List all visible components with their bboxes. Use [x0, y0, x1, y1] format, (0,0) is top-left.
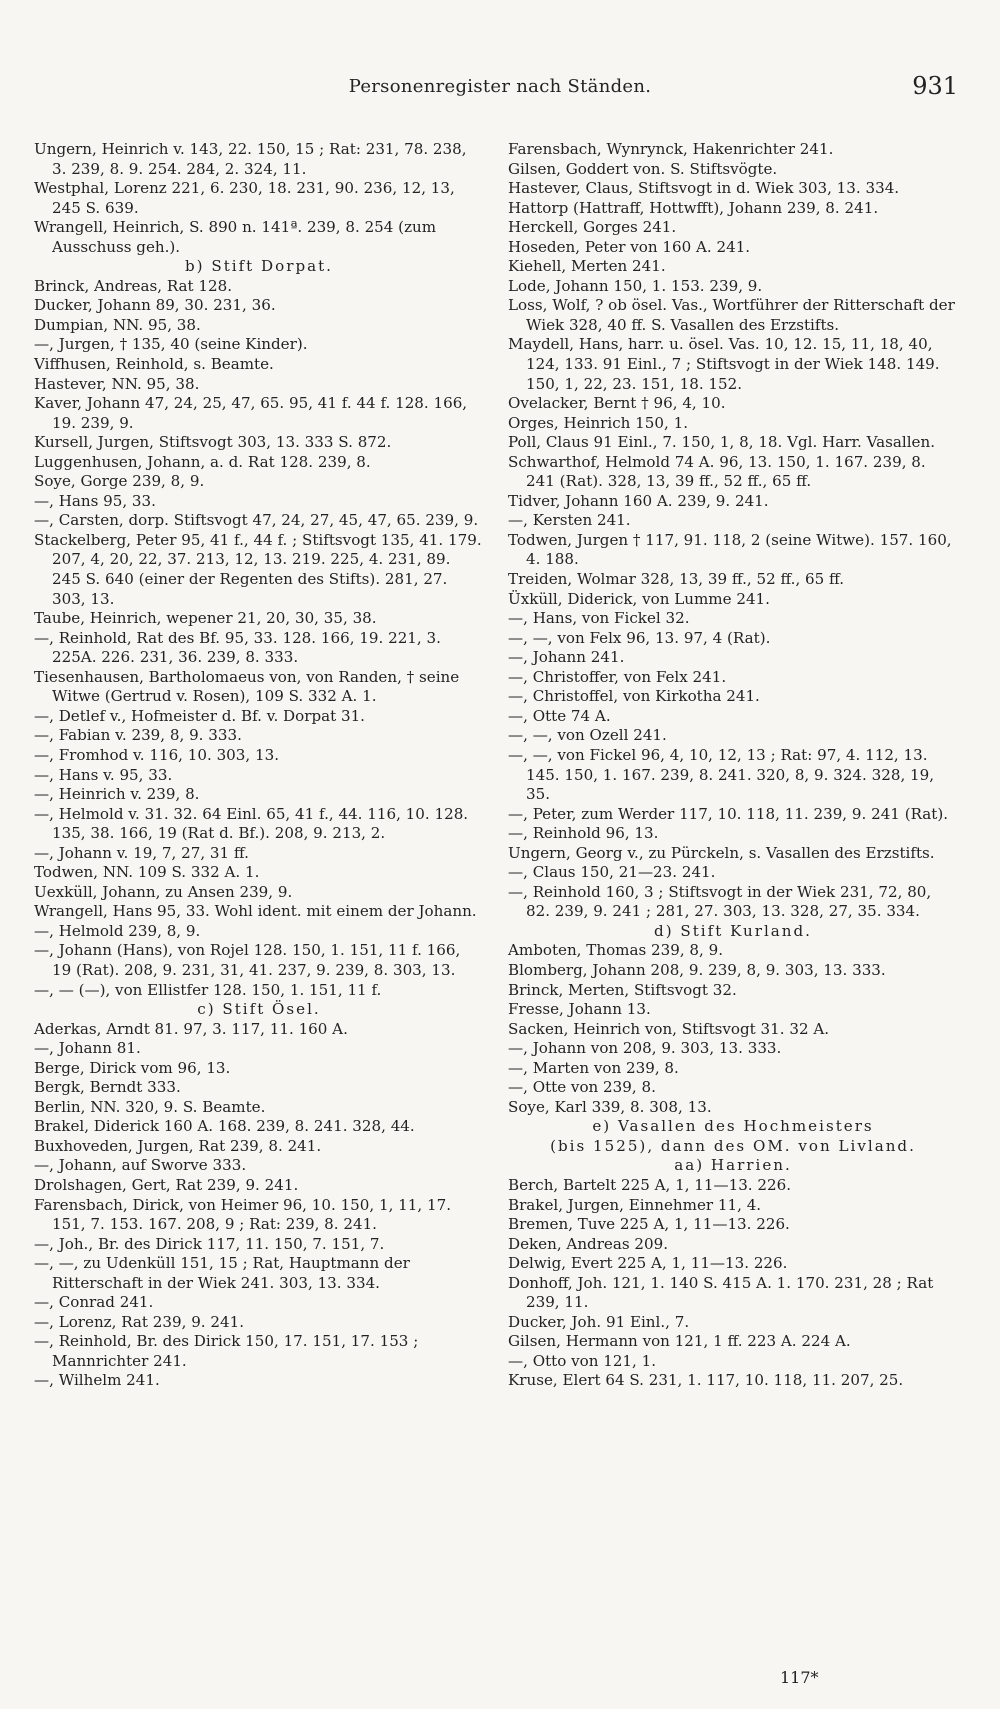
- index-entry: Brinck, Merten, Stiftsvogt 32.: [508, 980, 737, 999]
- index-entry: —, Helmold 239, 8, 9.: [34, 921, 201, 940]
- index-entry: Gilsen, Hermann von 121, 1 ff. 223 A. 224 A.: [508, 1332, 851, 1351]
- index-entry: Üxküll, Diderick, von Lumme 241.: [508, 589, 770, 608]
- left-column: [34, 140, 487, 1391]
- index-entry: Wrangell, Hans 95, 33. Wohl ident. mit einem der Johann.: [34, 902, 477, 921]
- index-entry: Luggenhusen, Johann, a. d. Rat 128. 239, 8.: [34, 452, 371, 471]
- index-entry: —, Helmold v. 31. 32. 64 Einl. 65, 41 f., 44. 116, 10. 128. 135, 38. 166, 19 (Rat d. Bf.). 208, 9. 213, 2.: [34, 804, 473, 843]
- index-entry: —, Marten von 239, 8.: [508, 1058, 679, 1077]
- index-entry: Schwarthof, Helmold 74 A. 96, 13. 150, 1. 167. 239, 8. 241 (Rat). 328, 13, 39 ff., 52 ff., 65 ff.: [508, 452, 931, 491]
- section-heading: (bis 1525), dann des OM. von Livland.: [550, 1136, 916, 1155]
- index-entry: Sacken, Heinrich von, Stiftsvogt 31. 32 A.: [508, 1019, 830, 1038]
- index-entry: Uexküll, Johann, zu Ansen 239, 9.: [34, 882, 293, 901]
- index-entry: Berlin, NN. 320, 9. S. Beamte.: [34, 1097, 266, 1116]
- signature-mark: 117*: [780, 1668, 819, 1687]
- index-entry: Tiesenhausen, Bartholomaeus von, von Randen, † seine Witwe (Gertrud v. Rosen), 109 S. 332 A. 1.: [34, 667, 464, 706]
- section-heading: d) Stift Kurland.: [654, 921, 812, 940]
- index-entry: Gilsen, Goddert von. S. Stiftsvögte.: [508, 159, 778, 178]
- index-entry: Soye, Gorge 239, 8, 9.: [34, 472, 205, 491]
- page-header: [0, 72, 1000, 106]
- index-entry: —, Johann 81.: [34, 1039, 141, 1058]
- index-entry: Orges, Heinrich 150, 1.: [508, 413, 688, 432]
- index-entry: Ungern, Georg v., zu Pürckeln, s. Vasallen des Erzstifts.: [508, 843, 935, 862]
- index-entry: —, Heinrich v. 239, 8.: [34, 785, 200, 804]
- index-entry: —, Reinhold 96, 13.: [508, 824, 659, 843]
- index-entry: Todwen, NN. 109 S. 332 A. 1.: [34, 863, 260, 882]
- section-heading: b) Stift Dorpat.: [185, 257, 333, 276]
- index-entry: Brinck, Andreas, Rat 128.: [34, 276, 233, 295]
- index-entry: —, Lorenz, Rat 239, 9. 241.: [34, 1312, 245, 1331]
- index-entry: Kiehell, Merten 241.: [508, 257, 666, 276]
- index-entry: Farensbach, Dirick, von Heimer 96, 10. 150, 1, 11, 17. 151, 7. 153. 167. 208, 9 ; Rat: 239, 8. 241.: [34, 1195, 456, 1234]
- index-entry: —, —, von Fickel 96, 4, 10, 12, 13 ; Rat: 97, 4. 112, 13. 145. 150, 1. 167. 239, 8. 241. 320, 8, 9. 324. 328, 19, 35.: [508, 745, 939, 804]
- section-heading: e) Vasallen des Hochmeisters: [592, 1117, 874, 1136]
- index-entry: Kruse, Elert 64 S. 231, 1. 117, 10. 118, 11. 207, 25.: [508, 1371, 904, 1390]
- index-entry: —, Kersten 241.: [508, 511, 631, 530]
- index-entry: Hattorp (Hattraff, Hottwfft), Johann 239, 8. 241.: [508, 198, 879, 217]
- index-entry: —, Hans, von Fickel 32.: [508, 609, 690, 628]
- index-entry: —, Jurgen, † 135, 40 (seine Kinder).: [34, 335, 308, 354]
- index-entry: Bremen, Tuve 225 A, 1, 11—13. 226.: [508, 1215, 790, 1234]
- index-entry: Maydell, Hans, harr. u. ösel. Vas. 10, 12. 15, 11, 18, 40, 124, 133. 91 Einl., 7 ; Stiftsvogt in der Wiek 148. 149. 150, 1, 22, 23. 151, 18. 152.: [508, 335, 945, 393]
- index-entry: Buxhoveden, Jurgen, Rat 239, 8. 241.: [34, 1136, 322, 1155]
- right-column: [508, 140, 958, 1391]
- index-entry: Delwig, Evert 225 A, 1, 11—13. 226.: [508, 1254, 788, 1273]
- index-entry: Donhoff, Joh. 121, 1. 140 S. 415 A. 1. 170. 231, 28 ; Rat 239, 11.: [508, 1273, 939, 1312]
- index-entry: —, Johann (Hans), von Rojel 128. 150, 1. 151, 11 f. 166, 19 (Rat). 208, 9. 231, 31, 41. 237, 9. 239, 8. 303, 13.: [34, 941, 466, 979]
- index-entry: Drolshagen, Gert, Rat 239, 9. 241.: [34, 1175, 299, 1194]
- index-entry: Lode, Johann 150, 1. 153. 239, 9.: [508, 276, 763, 295]
- index-entry: Hoseden, Peter von 160 A. 241.: [508, 237, 751, 256]
- index-entry: Taube, Heinrich, wepener 21, 20, 30, 35, 38.: [34, 609, 377, 628]
- index-entry: Ungern, Heinrich v. 143, 22. 150, 15 ; Rat: 231, 78. 238, 3. 239, 8. 9. 254. 284, 2. 324, 11.: [34, 140, 472, 178]
- index-entry: —, Hans 95, 33.: [34, 491, 156, 510]
- index-entry: Soye, Karl 339, 8. 308, 13.: [508, 1097, 712, 1116]
- index-entry: —, — (—), von Ellistfer 128. 150, 1. 151, 11 f.: [34, 980, 382, 999]
- index-entry: —, Claus 150, 21—23. 241.: [508, 863, 716, 882]
- index-entry: —, Reinhold, Rat des Bf. 95, 33. 128. 166, 19. 221, 3. 225A. 226. 231, 36. 239, 8. 333.: [34, 628, 446, 667]
- index-entry: Stackelberg, Peter 95, 41 f., 44 f. ; Stiftsvogt 135, 41. 179. 207, 4, 20, 22, 37. 213, 12, 13. 219. 225, 4. 231, 89. 245 S. 640 (einer der Regenten des Stifts). 281, 27. 303, 13.: [34, 530, 487, 608]
- index-entry: Fresse, Johann 13.: [508, 1000, 651, 1019]
- index-entry: Bergk, Berndt 333.: [34, 1078, 181, 1097]
- index-entry: —, Johann von 208, 9. 303, 13. 333.: [508, 1039, 782, 1058]
- index-entry: Kursell, Jurgen, Stiftsvogt 303, 13. 333 S. 872.: [34, 433, 392, 452]
- index-entry: —, Otte 74 A.: [508, 706, 611, 725]
- index-entry: Westphal, Lorenz 221, 6. 230, 18. 231, 90. 236, 12, 13, 245 S. 639.: [34, 179, 460, 217]
- index-entry: Viffhusen, Reinhold, s. Beamte.: [34, 355, 274, 374]
- index-entry: Hastever, Claus, Stiftsvogt in d. Wiek 303, 13. 334.: [508, 179, 900, 198]
- section-heading: c) Stift Ösel.: [197, 1000, 321, 1019]
- index-entry: —, Christoffer, von Felx 241.: [508, 667, 727, 686]
- index-entry: Ovelacker, Bernt † 96, 4, 10.: [508, 394, 726, 413]
- index-entry: —, Conrad 241.: [34, 1293, 154, 1312]
- running-head: Personenregister nach Ständen.: [348, 76, 652, 97]
- index-entry: Tidver, Johann 160 A. 239, 9. 241.: [508, 491, 769, 510]
- index-entry: —, Christoffel, von Kirkotha 241.: [508, 687, 760, 706]
- index-entry: Ducker, Joh. 91 Einl., 7.: [508, 1312, 690, 1331]
- index-entry: Poll, Claus 91 Einl., 7. 150, 1, 8, 18. Vgl. Harr. Vasallen.: [508, 433, 935, 452]
- index-entry: —, Johann v. 19, 7, 27, 31 ff.: [34, 843, 249, 862]
- index-entry: —, Hans v. 95, 33.: [34, 765, 173, 784]
- index-entry: Hastever, NN. 95, 38.: [34, 374, 200, 393]
- index-entry: Brakel, Jurgen, Einnehmer 11, 4.: [508, 1195, 762, 1214]
- index-entry: —, Reinhold, Br. des Dirick 150, 17. 151, 17. 153 ; Mannrichter 241.: [34, 1332, 424, 1370]
- index-entry: —, —, von Felx 96, 13. 97, 4 (Rat).: [508, 628, 771, 647]
- index-entry: Aderkas, Arndt 81. 97, 3. 117, 11. 160 A.: [34, 1019, 348, 1038]
- index-entry: Todwen, Jurgen † 117, 91. 118, 2 (seine Witwe). 157. 160, 4. 188.: [508, 530, 957, 569]
- index-entry: —, Johann 241.: [508, 648, 625, 667]
- index-entry: Berge, Dirick vom 96, 13.: [34, 1058, 231, 1077]
- index-entry: Berch, Bartelt 225 A, 1, 11—13. 226.: [508, 1175, 792, 1194]
- index-entry: Treiden, Wolmar 328, 13, 39 ff., 52 ff., 65 ff.: [508, 570, 845, 589]
- index-entry: Farensbach, Wynrynck, Hakenrichter 241.: [508, 140, 834, 158]
- index-entry: Blomberg, Johann 208, 9. 239, 8, 9. 303, 13. 333.: [508, 960, 886, 979]
- index-entry: Deken, Andreas 209.: [508, 1234, 669, 1253]
- index-entry: —, Fromhod v. 116, 10. 303, 13.: [34, 745, 279, 764]
- index-entry: —, Joh., Br. des Dirick 117, 11. 150, 7. 151, 7.: [34, 1234, 385, 1253]
- index-entry: —, Reinhold 160, 3 ; Stiftsvogt in der Wiek 231, 72, 80, 82. 239, 9. 241 ; 281, 27. 303, 13. 328, 27, 35. 334.: [508, 882, 937, 921]
- index-entry: —, —, zu Udenküll 151, 15 ; Rat, Hauptmann der Ritterschaft in der Wiek 241. 303, 13. 334.: [34, 1254, 415, 1292]
- index-entry: —, Otte von 239, 8.: [508, 1078, 656, 1097]
- index-entry: —, Carsten, dorp. Stiftsvogt 47, 24, 27, 45, 47, 65. 239, 9.: [34, 511, 479, 530]
- index-entry: —, Otto von 121, 1.: [508, 1351, 657, 1370]
- index-entry: —, Johann, auf Sworve 333.: [34, 1156, 247, 1175]
- section-heading: aa) Harrien.: [674, 1156, 792, 1175]
- index-entry: Wrangell, Heinrich, S. 890 n. 141ª. 239, 8. 254 (zum Ausschuss geh.).: [34, 218, 441, 256]
- index-entry: —, Wilhelm 241.: [34, 1371, 160, 1390]
- index-entry: Loss, Wolf, ? ob ösel. Vas., Wortführer der Ritterschaft der Wiek 328, 40 ff. S. Vasallen des Erzstifts.: [508, 296, 960, 334]
- index-entry: Amboten, Thomas 239, 8, 9.: [508, 941, 724, 960]
- index-entry: Herckell, Gorges 241.: [508, 218, 677, 237]
- index-entry: Ducker, Johann 89, 30. 231, 36.: [34, 296, 276, 315]
- index-entry: —, Fabian v. 239, 8, 9. 333.: [34, 726, 242, 745]
- index-entry: —, Peter, zum Werder 117, 10. 118, 11. 239, 9. 241 (Rat).: [508, 804, 949, 823]
- index-entry: —, —, von Ozell 241.: [508, 726, 667, 745]
- index-entry: —, Detlef v., Hofmeister d. Bf. v. Dorpat 31.: [34, 706, 365, 725]
- index-entry: Kaver, Johann 47, 24, 25, 47, 65. 95, 41 f. 44 f. 128. 166, 19. 239, 9.: [34, 394, 472, 432]
- index-entry: Brakel, Diderick 160 A. 168. 239, 8. 241. 328, 44.: [34, 1117, 415, 1136]
- index-entry: Dumpian, NN. 95, 38.: [34, 315, 201, 334]
- page-number: 931: [912, 72, 958, 100]
